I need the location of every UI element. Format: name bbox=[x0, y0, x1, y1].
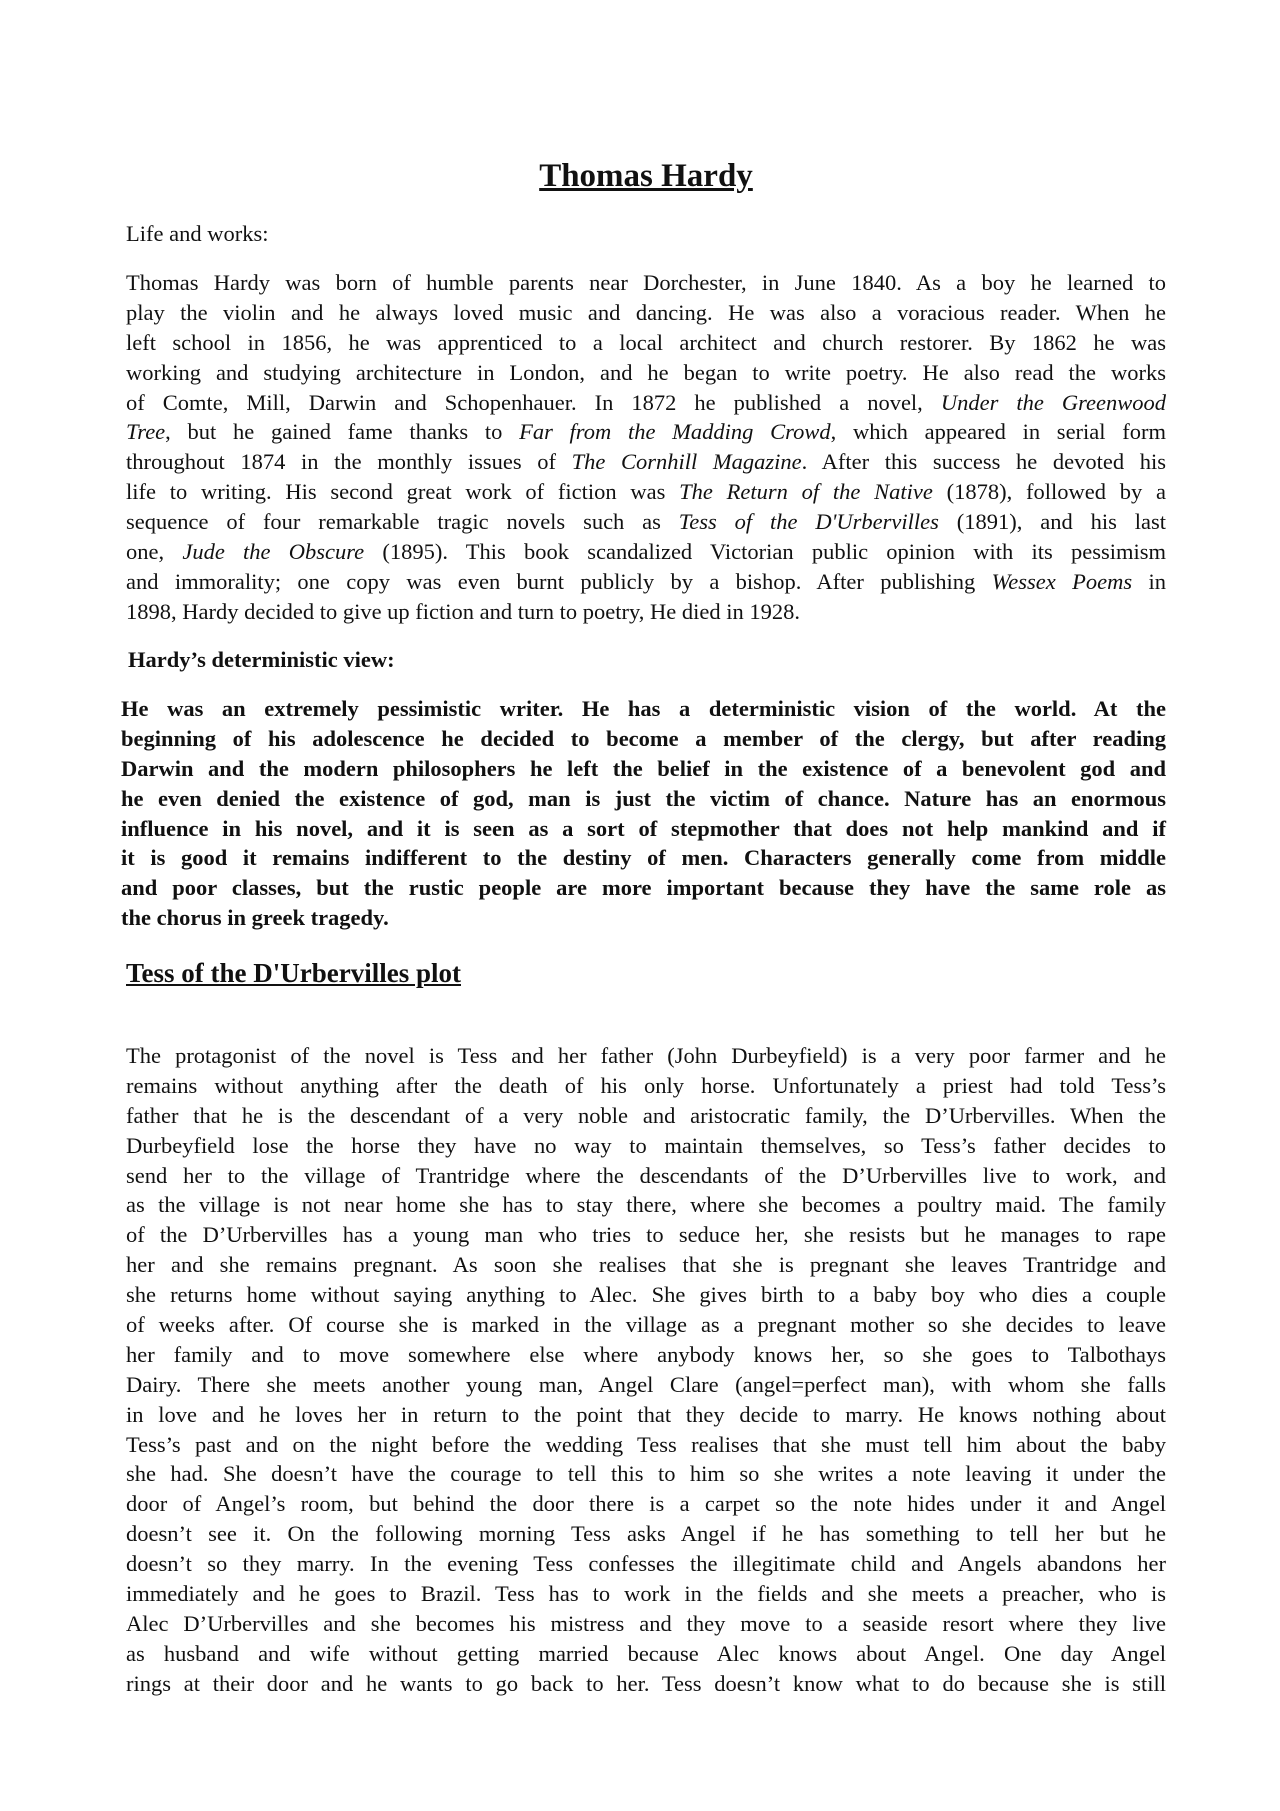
text-line: left school in 1856, he was apprenticed to a local architect and church restorer. By 1862 he was bbox=[126, 329, 1166, 355]
italic-title: Under the Greenwood bbox=[940, 389, 1166, 415]
text-line: and poor classes, but the rustic people are more important because they have the same role as bbox=[121, 875, 1166, 901]
text-line: rings at their door and he wants to go back to her. Tess doesn’t know what to do because she is still bbox=[126, 1670, 1166, 1696]
life-and-works-label: Life and works: bbox=[126, 221, 269, 246]
text-segment: life to writing. His second great work of fiction was bbox=[126, 479, 680, 505]
text-line: Darwin and the modern philosophers he left the belief in the existence of a benevolent god and bbox=[121, 755, 1166, 781]
deterministic-view-paragraph bbox=[121, 694, 1166, 933]
deterministic-view-heading: Hardy’s deterministic view: bbox=[128, 647, 395, 672]
text-line: Alec D’Urbervilles and she becomes his mistress and they move to a seaside resort where they live bbox=[126, 1610, 1166, 1636]
text-line: the chorus in greek tragedy. bbox=[121, 905, 389, 931]
text-segment: (1891), and his last bbox=[938, 509, 1166, 535]
text-line bbox=[126, 417, 1166, 447]
text-line: her family and to move somewhere else where anybody knows her, so she goes to Talbothays bbox=[126, 1341, 1166, 1367]
text-line: Durbeyfield lose the horse they have no way to maintain themselves, so Tess’s father decides to bbox=[126, 1132, 1166, 1158]
italic-title: The Cornhill Magazine bbox=[571, 449, 802, 475]
italic-title: Jude the Obscure bbox=[182, 539, 365, 565]
text-line: Thomas Hardy was born of humble parents near Dorchester, in June 1840. As a boy he learned to bbox=[126, 270, 1166, 295]
text-line: it is good it remains indifferent to the destiny of men. Characters generally come from middle bbox=[121, 845, 1166, 871]
text-segment: in bbox=[1132, 568, 1166, 594]
text-line: remains without anything after the death of his only horse. Unfortunately a priest had told Tess’s bbox=[126, 1072, 1166, 1098]
text-segment: and immorality; one copy was even burnt publicly by a bishop. After publishing bbox=[126, 568, 992, 594]
text-line: influence in his novel, and it is seen as a sort of stepmother that does not help mankind and if bbox=[121, 815, 1166, 841]
text-line bbox=[126, 477, 1166, 507]
text-line: The protagonist of the novel is Tess and her father (John Durbeyfield) is a very poor farmer and he bbox=[126, 1043, 1166, 1068]
text-line: as the village is not near home she has to stay there, where she becomes a poultry maid. The family bbox=[126, 1192, 1166, 1218]
text-line bbox=[126, 537, 1166, 567]
text-segment: , but he gained fame thanks to bbox=[165, 419, 520, 445]
text-line: she had. She doesn’t have the courage to tell this to him so she writes a note leaving it under the bbox=[126, 1461, 1166, 1487]
plot-heading: Tess of the D'Urbervilles plot bbox=[126, 958, 461, 988]
text-line: doesn’t so they marry. In the evening Tess confesses the illegitimate child and Angels abandons her bbox=[126, 1551, 1166, 1577]
text-segment: (1895). This book scandalized Victorian public opinion with its pessimism bbox=[364, 539, 1166, 565]
italic-title: The Return of the Native bbox=[679, 479, 933, 505]
text-line: Tess’s past and on the night before the wedding Tess realises that she must tell him about the baby bbox=[126, 1431, 1166, 1457]
italic-title: Far from the Madding Crowd bbox=[519, 419, 831, 445]
biography-paragraph bbox=[126, 268, 1166, 627]
text-segment: one, bbox=[126, 539, 183, 565]
text-line: He was an extremely pessimistic writer. He has a deterministic vision of the world. At the bbox=[121, 696, 1166, 721]
text-line: send her to the village of Trantridge where the descendants of the D’Urbervilles live to work, and bbox=[126, 1162, 1166, 1188]
plot-paragraph bbox=[126, 1041, 1166, 1699]
text-line: she returns home without saying anything to Alec. She gives birth to a baby boy who dies a couple bbox=[126, 1282, 1166, 1308]
text-line: her and she remains pregnant. As soon she realises that she is pregnant she leaves Trantridge and bbox=[126, 1252, 1166, 1278]
text-line: 1898, Hardy decided to give up fiction and turn to poetry, He died in 1928. bbox=[126, 598, 801, 624]
text-line: Dairy. There she meets another young man, Angel Clare (angel=perfect man), with whom she falls bbox=[126, 1371, 1166, 1397]
text-segment: throughout 1874 in the monthly issues of bbox=[126, 449, 572, 475]
text-line: father that he is the descendant of a very noble and aristocratic family, the D’Urbervilles. When the bbox=[126, 1102, 1166, 1128]
text-line bbox=[126, 388, 1166, 418]
text-line: immediately and he goes to Brazil. Tess has to work in the fields and she meets a preacher, who is bbox=[126, 1581, 1166, 1607]
text-segment: , which appeared in serial form bbox=[830, 419, 1166, 445]
text-line: of the D’Urbervilles has a young man who tries to seduce her, she resists but he manages to rape bbox=[126, 1222, 1166, 1248]
text-line: he even denied the existence of god, man is just the victim of chance. Nature has an enormous bbox=[121, 785, 1166, 811]
text-line: as husband and wife without getting married because Alec knows about Angel. One day Angel bbox=[126, 1640, 1166, 1666]
text-line bbox=[126, 567, 1166, 597]
text-segment: sequence of four remarkable tragic novels such as bbox=[126, 509, 679, 535]
page-title: Thomas Hardy bbox=[539, 158, 753, 194]
text-segment: . After this success he devoted his bbox=[801, 449, 1166, 475]
italic-title: Wessex Poems bbox=[991, 568, 1133, 594]
text-line bbox=[126, 507, 1166, 537]
text-line: doesn’t see it. On the following morning Tess asks Angel if he has something to tell her but he bbox=[126, 1521, 1166, 1547]
text-segment: (1878), followed by a bbox=[932, 479, 1167, 505]
text-line: door of Angel’s room, but behind the door there is a carpet so the note hides under it and Angel bbox=[126, 1491, 1166, 1517]
text-line: play the violin and he always loved music and dancing. He was also a voracious reader. When he bbox=[126, 299, 1166, 325]
text-line: working and studying architecture in London, and he began to write poetry. He also read the works bbox=[126, 359, 1166, 385]
text-line: beginning of his adolescence he decided to become a member of the clergy, but after reading bbox=[121, 725, 1166, 751]
text-line: of weeks after. Of course she is marked in the village as a pregnant mother so she decides to leave bbox=[126, 1312, 1166, 1338]
text-line: in love and he loves her in return to the point that they decide to marry. He knows nothing about bbox=[126, 1401, 1166, 1427]
text-segment: of Comte, Mill, Darwin and Schopenhauer. In 1872 he published a novel, bbox=[126, 389, 941, 415]
italic-title: Tess of the D'Urbervilles bbox=[678, 509, 939, 535]
italic-title: Tree bbox=[126, 419, 166, 445]
text-line bbox=[126, 447, 1166, 477]
